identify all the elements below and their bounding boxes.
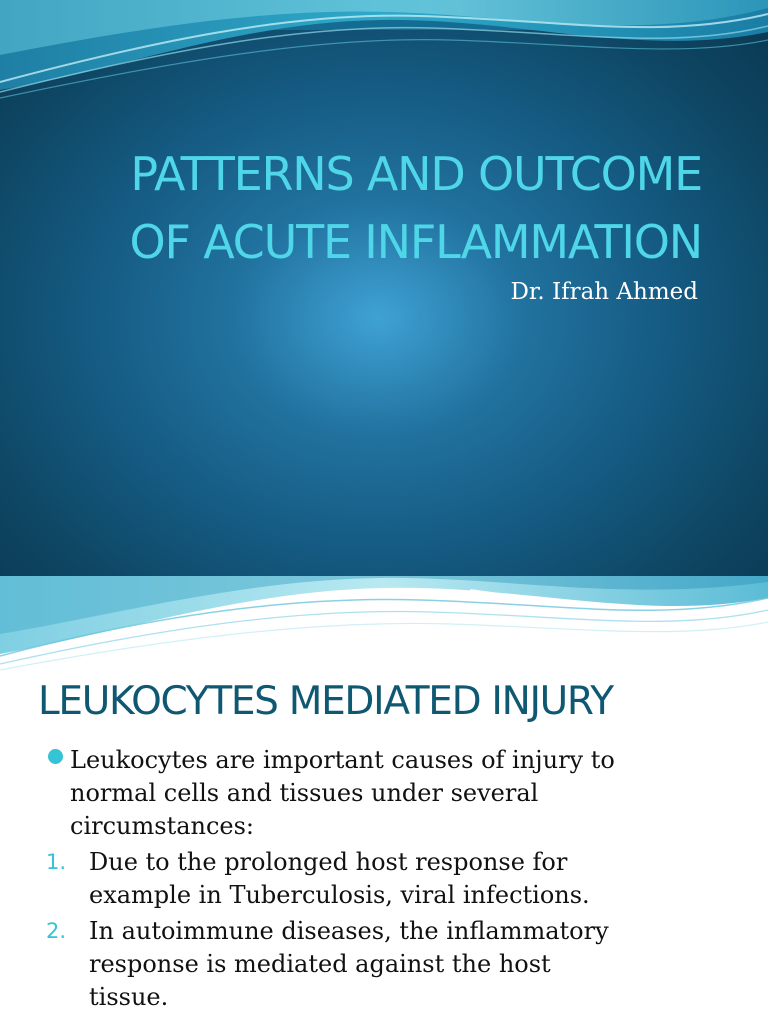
title-line-2: OF ACUTE INFLAMMATION [129,215,702,269]
slide-title [22,140,702,276]
bullet-line-2: normal cells and tissues under several [70,779,539,807]
item-line: In autoimmune diseases, the inflammatory [89,917,609,945]
item-line: Due to the prolonged host response for [89,848,568,876]
title-line-1: PATTERNS AND OUTCOME [130,147,702,201]
numbered-item-2 [46,915,726,1014]
decorative-waves [0,0,768,100]
bullet-line-3: circumstances: [70,812,255,840]
slide-author: Dr. Ifrah Ahmed [510,279,698,305]
item-line: tissue. [89,983,169,1011]
item-number: 2. [46,919,67,943]
item-line: example in Tuberculosis, viral infections. [89,881,590,909]
item-line: response is mediated against the host [89,950,551,978]
slide-heading: LEUKOCYTES MEDIATED INJURY [38,679,613,724]
bullet-point [46,744,726,843]
slide-body [46,744,726,1014]
bullet-line-1: Leukocytes are important causes of injury to [70,746,615,774]
decorative-waves [0,576,768,672]
content-slide [0,576,768,1024]
numbered-item-1 [46,846,726,912]
item-number: 1. [46,850,67,874]
bullet-icon [48,749,63,764]
